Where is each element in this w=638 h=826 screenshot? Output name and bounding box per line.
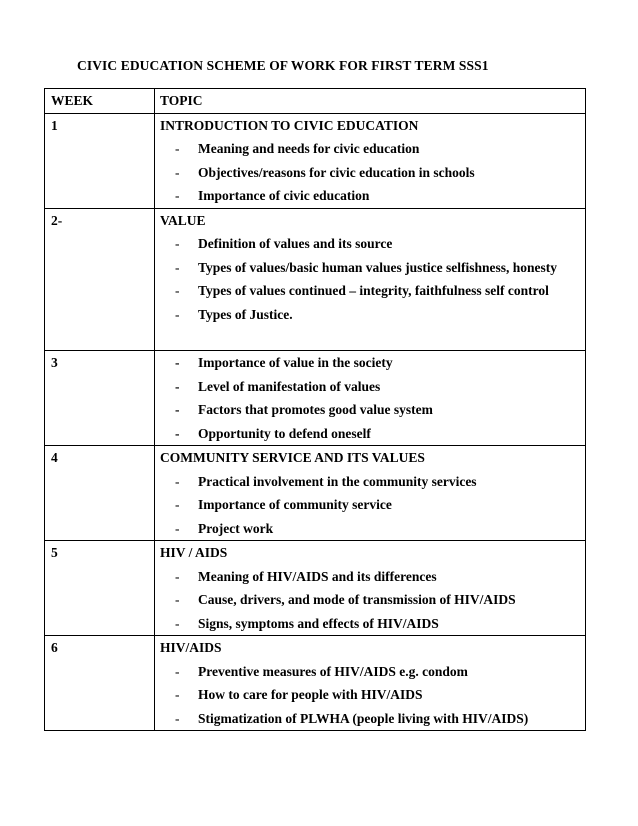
- subtopic-item: [160, 565, 581, 589]
- table-row: [45, 541, 586, 636]
- subtopic-text: Preventive measures of HIV/AIDS e.g. condom: [198, 663, 468, 679]
- subtopic-item: [160, 351, 581, 375]
- subtopic-item: [160, 303, 581, 327]
- subtopic-text: Stigmatization of PLWHA (people living with HIV/AIDS): [198, 710, 529, 726]
- subtopic-item: [160, 470, 581, 494]
- subtopic-item: [160, 517, 581, 541]
- week-number: 6: [45, 636, 155, 731]
- bullet-dash: -: [175, 164, 180, 180]
- bullet-dash: -: [175, 425, 180, 441]
- topic-title: INTRODUCTION TO CIVIC EDUCATION: [160, 117, 419, 133]
- week-number: 1: [45, 113, 155, 208]
- bullet-dash: -: [175, 355, 180, 370]
- subtopic-item: [160, 184, 581, 208]
- subtopic-text: Meaning of HIV/AIDS and its differences: [198, 568, 437, 584]
- subtopic-item: [160, 279, 581, 303]
- bullet-dash: -: [175, 306, 180, 322]
- week-number: 3: [45, 351, 155, 446]
- bullet-dash: -: [175, 473, 180, 489]
- table-row: [45, 636, 586, 731]
- bullet-dash: -: [175, 188, 180, 203]
- subtopic-item: [160, 161, 581, 185]
- subtopic-text: Importance of community service: [198, 497, 392, 512]
- subtopic-item: [160, 232, 581, 256]
- bullet-dash: -: [175, 710, 180, 726]
- subtopic-item: [160, 422, 581, 446]
- subtopic-text: Cause, drivers, and mode of transmission of HIV/AIDS: [198, 592, 516, 607]
- subtopic-text: How to care for people with HIV/AIDS: [198, 687, 423, 702]
- topic-cell: [155, 541, 586, 636]
- subtopic-text: Objectives/reasons for civic education in schools: [198, 164, 475, 180]
- subtopic-text: Signs, symptoms and effects of HIV/AIDS: [198, 615, 439, 631]
- subtopic-text: Types of values continued – integrity, faithfulness self control: [198, 283, 549, 298]
- subtopic-text: Importance of value in the society: [198, 355, 393, 370]
- week-number: 2-: [45, 208, 155, 351]
- subtopic-item: [160, 707, 581, 731]
- bullet-dash: -: [175, 568, 180, 584]
- subtopic-text: Level of manifestation of values: [198, 378, 381, 394]
- blank-line: [160, 326, 581, 350]
- topic-title: HIV/AIDS: [160, 640, 222, 655]
- subtopic-list: [160, 660, 581, 731]
- subtopic-list: [160, 137, 581, 208]
- subtopic-text: Definition of values and its source: [198, 236, 393, 251]
- subtopic-item: [160, 588, 581, 612]
- subtopic-item: [160, 493, 581, 517]
- subtopic-item: [160, 375, 581, 399]
- bullet-dash: -: [175, 236, 180, 251]
- topic-header: TOPIC: [155, 89, 586, 114]
- subtopic-text: Opportunity to defend oneself: [198, 425, 371, 441]
- subtopic-list: [160, 232, 581, 326]
- scheme-table: [44, 88, 586, 731]
- topic-cell: [155, 113, 586, 208]
- topic-title: COMMUNITY SERVICE AND ITS VALUES: [160, 450, 425, 465]
- topic-title: VALUE: [160, 212, 206, 228]
- document-title: CIVIC EDUCATION SCHEME OF WORK FOR FIRST TERM SSS1: [77, 58, 489, 73]
- week-header: WEEK: [45, 89, 155, 114]
- bullet-dash: -: [175, 259, 180, 275]
- subtopic-item: [160, 398, 581, 422]
- subtopic-list: [160, 470, 581, 541]
- topic-cell: [155, 208, 586, 351]
- bullet-dash: -: [175, 141, 180, 156]
- table-row: [45, 351, 586, 446]
- subtopic-text: Importance of civic education: [198, 188, 370, 203]
- subtopic-item: [160, 683, 581, 707]
- bullet-dash: -: [175, 687, 180, 702]
- bullet-dash: -: [175, 283, 180, 298]
- subtopic-item: [160, 612, 581, 636]
- subtopic-text: Types of Justice.: [198, 306, 293, 322]
- bullet-dash: -: [175, 663, 180, 679]
- subtopic-list: [160, 565, 581, 636]
- subtopic-text: Project work: [198, 520, 274, 536]
- week-number: 5: [45, 541, 155, 636]
- bullet-dash: -: [175, 520, 180, 536]
- subtopic-item: [160, 660, 581, 684]
- week-number: 4: [45, 446, 155, 541]
- subtopic-item: [160, 256, 581, 280]
- bullet-dash: -: [175, 592, 180, 607]
- subtopic-list: [160, 351, 581, 445]
- topic-cell: [155, 636, 586, 731]
- subtopic-text: Meaning and needs for civic education: [198, 141, 420, 156]
- subtopic-text: Types of values/basic human values justice selfishness, honesty: [198, 259, 558, 275]
- subtopic-text: Practical involvement in the community services: [198, 473, 477, 489]
- bullet-dash: -: [175, 378, 180, 394]
- bullet-dash: -: [175, 615, 180, 631]
- bullet-dash: -: [175, 402, 180, 417]
- table-row: [45, 446, 586, 541]
- subtopic-item: [160, 137, 581, 161]
- bullet-dash: -: [175, 497, 180, 512]
- topic-title: HIV / AIDS: [160, 545, 228, 560]
- topic-cell: [155, 446, 586, 541]
- table-row: [45, 208, 586, 351]
- subtopic-text: Factors that promotes good value system: [198, 402, 433, 417]
- table-row: [45, 113, 586, 208]
- topic-cell: [155, 351, 586, 446]
- table-header-row: [45, 89, 586, 114]
